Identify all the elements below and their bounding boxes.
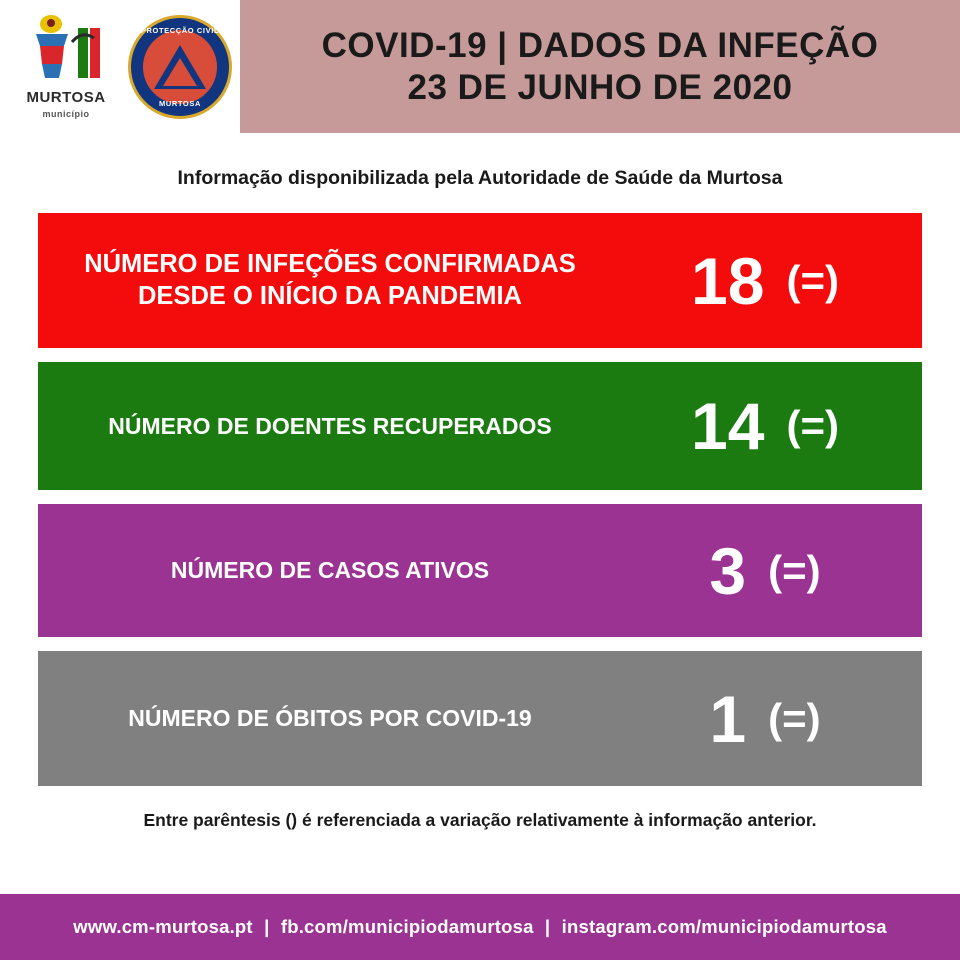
footer-instagram-link[interactable]: instagram.com/municipiodamurtosa: [561, 916, 887, 937]
stat-row-confirmed-cases: [38, 213, 922, 348]
stat-delta: (=): [786, 256, 839, 304]
footer-separator-1: |: [264, 916, 270, 937]
civil-protection-triangle-icon: [154, 45, 206, 89]
stat-value-group: [622, 243, 922, 318]
stat-delta: (=): [768, 694, 821, 742]
civil-protection-logo-icon: [128, 15, 232, 119]
civil-protection-bottom-text: MURTOSA: [159, 98, 201, 108]
stat-value-group: [622, 681, 922, 756]
title-line-1: COVID-19 | DADOS DA INFEÇÃO: [321, 26, 879, 66]
poster-header: [0, 0, 960, 133]
stat-value: 18: [691, 243, 765, 318]
stat-value-group: [622, 533, 922, 608]
stat-label: NÚMERO DE DOENTES RECUPERADOS: [108, 412, 552, 439]
murtosa-logo-main-text: MURTOSA: [26, 88, 106, 106]
page-title: [240, 0, 960, 133]
stat-row-deaths: [38, 651, 922, 786]
title-line-2: 23 DE JUNHO DE 2020: [407, 67, 793, 107]
stat-value: 1: [709, 681, 747, 756]
stat-label: NÚMERO DE ÓBITOS POR COVID-19: [128, 705, 532, 732]
footer-facebook-link[interactable]: fb.com/municipiodamurtosa: [280, 916, 534, 937]
stat-row-active-cases: [38, 504, 922, 637]
footer-website-link[interactable]: www.cm-murtosa.pt: [73, 916, 253, 937]
civil-protection-inner-ring: [143, 30, 217, 104]
stats-list: [38, 213, 922, 786]
stat-label: NÚMERO DE CASOS ATIVOS: [170, 557, 490, 584]
stat-value: 3: [709, 533, 747, 608]
stat-label: NÚMERO DE INFEÇÕES CONFIRMADAS DESDE O INÍCIO DA PANDEMIA: [84, 249, 576, 310]
footer-links: [73, 916, 886, 938]
footer-bar: [0, 894, 960, 960]
footnote: Entre parêntesis () é referenciada a variação relativamente à informação anterior.: [143, 810, 817, 830]
stat-value: 14: [691, 389, 765, 463]
murtosa-logo-sub-text: município: [42, 108, 90, 119]
stat-value-group: [622, 389, 922, 463]
civil-protection-top-text: PROTECÇÃO CIVIL: [140, 25, 220, 35]
murtosa-municipality-logo-icon: [18, 12, 114, 122]
stat-delta: (=): [786, 402, 839, 449]
source-note: Informação disponibilizada pela Autoridade de Saúde da Murtosa: [177, 167, 783, 189]
header-logos: [0, 0, 240, 133]
stat-delta: (=): [768, 546, 821, 594]
stat-row-recovered: [38, 362, 922, 490]
footer-separator-2: |: [544, 916, 551, 937]
